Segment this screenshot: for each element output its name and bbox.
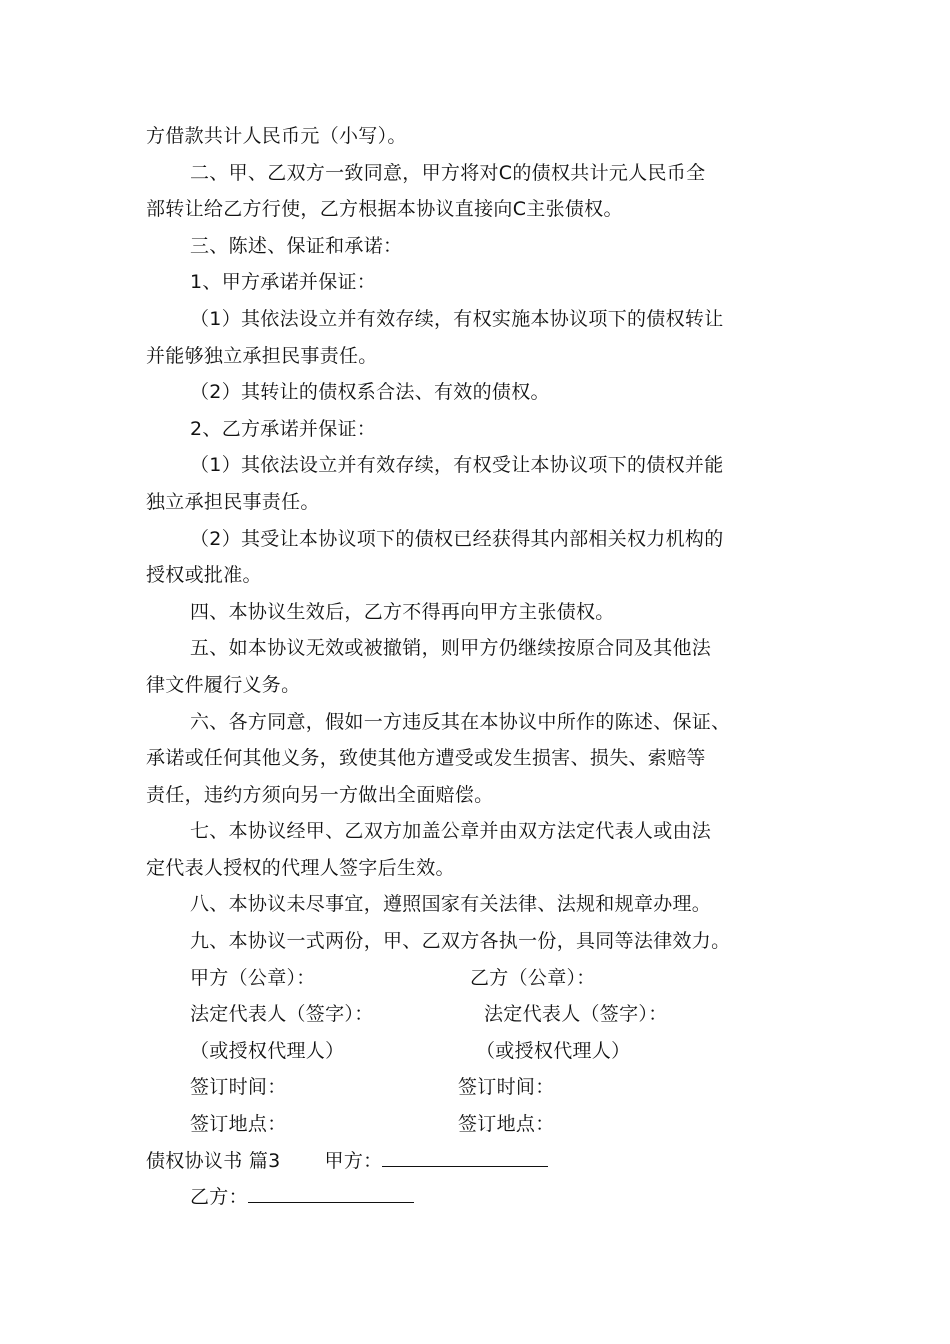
signature-row-agent — [146, 1033, 826, 1070]
text-line: 方借款共计人民币元（小写）。 — [146, 125, 407, 147]
text-line: 律文件履行义务。 — [146, 673, 301, 696]
party-a-agent-label: （或授权代理人） — [190, 1039, 345, 1062]
party-b-place-label: 签订地点： — [458, 1113, 555, 1136]
text-line: （1）其依法设立并有效存续，有权受让本协议项下的债权并能 — [190, 454, 724, 477]
text-line: 三、陈述、保证和承诺： — [190, 234, 403, 257]
text-line: 并能够独立承担民事责任。 — [146, 344, 378, 367]
signature-row-seal — [146, 960, 826, 997]
section-heading-row — [146, 1143, 826, 1180]
text-line: （2）其受让本协议项下的债权已经获得其内部相关权力机构的 — [190, 527, 724, 550]
text-line: 独立承担民事责任。 — [146, 490, 320, 513]
text-line: 承诺或任何其他义务，致使其他方遭受或发生损害、损失、索赔等 — [146, 747, 706, 770]
text-line: 2、乙方承诺并保证： — [190, 417, 377, 440]
document-body — [146, 118, 826, 1216]
party-a-rep-label: 法定代表人（签字）： — [190, 1003, 374, 1026]
party-b-date-label: 签订时间： — [458, 1076, 555, 1099]
party-a-place-label: 签订地点： — [190, 1113, 287, 1136]
text-line: 授权或批准。 — [146, 564, 262, 587]
text-line: （1）其依法设立并有效存续，有权实施本协议项下的债权转让 — [190, 307, 724, 330]
text-line: 1、甲方承诺并保证： — [190, 271, 377, 294]
text-line: 部转让给乙方行使，乙方根据本协议直接向C主张债权。 — [146, 198, 623, 221]
text-line: 五、如本协议无效或被撤销，则甲方仍继续按原合同及其他法 — [190, 637, 712, 660]
party-b-rep-label: 法定代表人（签字）： — [484, 1003, 668, 1026]
text-line: 二、甲、乙双方一致同意，甲方将对C的债权共计元人民币全 — [190, 161, 706, 184]
text-line: 四、本协议生效后，乙方不得再向甲方主张债权。 — [190, 600, 615, 623]
party-b-label: 乙方： — [190, 1186, 248, 1209]
text-line: （2）其转让的债权系合法、有效的债权。 — [190, 381, 550, 404]
party-a-seal-label: 甲方（公章）： — [190, 966, 316, 989]
text-line: 六、各方同意，假如一方违反其在本协议中所作的陈述、保证、 — [190, 710, 731, 733]
section-title: 债权协议书 篇3 — [146, 1149, 281, 1172]
text-line: 责任，违约方须向另一方做出全面赔偿。 — [146, 783, 494, 806]
text-line: 八、本协议未尽事宜，遵照国家有关法律、法规和规章办理。 — [190, 893, 712, 916]
party-b-agent-label: （或授权代理人） — [476, 1039, 631, 1062]
party-b-seal-label: 乙方（公章）： — [470, 966, 596, 989]
party-a-label: 甲方： — [324, 1149, 383, 1172]
signature-row-date — [146, 1069, 826, 1106]
party-a-date-label: 签订时间： — [190, 1076, 287, 1099]
signature-row-place — [146, 1106, 826, 1143]
text-line: 七、本协议经甲、乙双方加盖公章并由双方法定代表人或由法 — [190, 820, 712, 843]
text-line: 九、本协议一式两份，甲、乙双方各执一份，具同等法律效力。 — [190, 930, 731, 953]
party-a-blank-line — [382, 1146, 548, 1167]
text-line: 定代表人授权的代理人签字后生效。 — [146, 856, 455, 879]
signature-row-rep — [146, 996, 826, 1033]
party-b-row — [146, 1179, 826, 1216]
party-b-blank-line — [248, 1182, 414, 1203]
